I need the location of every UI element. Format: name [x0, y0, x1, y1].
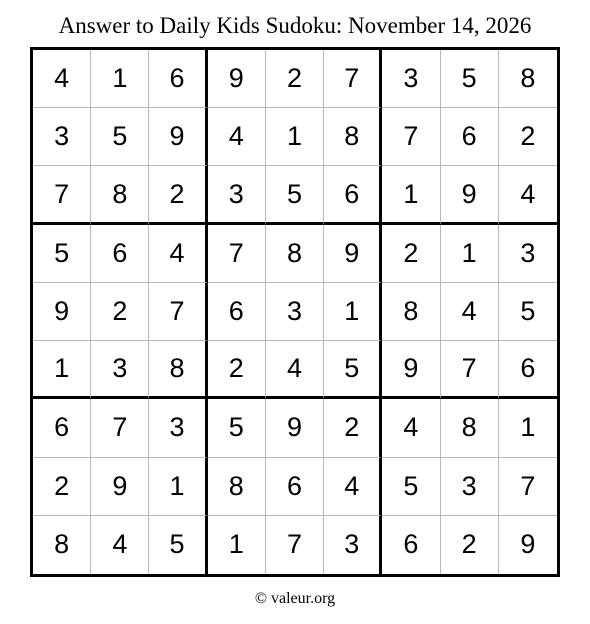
copyright-footer: © valeur.org — [254, 590, 336, 607]
sudoku-cell-r7c1: 6 — [33, 399, 91, 457]
sudoku-cell-r8c5: 6 — [266, 458, 324, 516]
sudoku-cell-r1c3: 6 — [149, 50, 207, 108]
sudoku-cell-r7c7: 4 — [382, 399, 440, 457]
sudoku-cell-r5c6: 1 — [324, 283, 382, 341]
sudoku-cell-r3c9: 4 — [499, 166, 557, 224]
sudoku-cell-r5c2: 2 — [91, 283, 149, 341]
sudoku-cell-r4c3: 4 — [149, 225, 207, 283]
sudoku-cell-r9c4: 1 — [208, 516, 266, 574]
sudoku-cell-r7c9: 1 — [499, 399, 557, 457]
sudoku-cell-r6c1: 1 — [33, 341, 91, 399]
sudoku-cell-r2c3: 9 — [149, 108, 207, 166]
sudoku-cell-r4c8: 1 — [441, 225, 499, 283]
sudoku-cell-r4c7: 2 — [382, 225, 440, 283]
sudoku-cell-r7c6: 2 — [324, 399, 382, 457]
sudoku-cell-r7c3: 3 — [149, 399, 207, 457]
sudoku-cell-r1c5: 2 — [266, 50, 324, 108]
sudoku-cell-r5c4: 6 — [208, 283, 266, 341]
sudoku-cell-r9c8: 2 — [441, 516, 499, 574]
sudoku-cell-r8c8: 3 — [441, 458, 499, 516]
sudoku-cell-r1c8: 5 — [441, 50, 499, 108]
sudoku-cell-r5c7: 8 — [382, 283, 440, 341]
sudoku-cell-r2c7: 7 — [382, 108, 440, 166]
sudoku-cell-r2c9: 2 — [499, 108, 557, 166]
sudoku-cell-r2c6: 8 — [324, 108, 382, 166]
sudoku-cell-r5c1: 9 — [33, 283, 91, 341]
sudoku-cell-r1c9: 8 — [499, 50, 557, 108]
sudoku-cell-r8c2: 9 — [91, 458, 149, 516]
sudoku-cell-r4c6: 9 — [324, 225, 382, 283]
sudoku-cell-r8c6: 4 — [324, 458, 382, 516]
sudoku-cell-r8c7: 5 — [382, 458, 440, 516]
sudoku-cell-r6c8: 7 — [441, 341, 499, 399]
sudoku-cell-r7c4: 5 — [208, 399, 266, 457]
sudoku-cell-r9c7: 6 — [382, 516, 440, 574]
sudoku-cell-r8c4: 8 — [208, 458, 266, 516]
sudoku-cell-r2c4: 4 — [208, 108, 266, 166]
sudoku-cell-r1c6: 7 — [324, 50, 382, 108]
sudoku-cell-r9c1: 8 — [33, 516, 91, 574]
sudoku-cell-r4c9: 3 — [499, 225, 557, 283]
sudoku-cell-r9c9: 9 — [520, 529, 536, 560]
sudoku-cell-r3c5: 5 — [266, 166, 324, 224]
sudoku-cell-r9c3: 5 — [149, 516, 207, 574]
sudoku-cell-r5c3: 7 — [149, 283, 207, 341]
sudoku-cell-r6c5: 4 — [266, 341, 324, 399]
sudoku-cell-r3c1: 7 — [33, 166, 91, 224]
sudoku-cell-r7c8: 8 — [441, 399, 499, 457]
sudoku-cell-r3c3: 2 — [149, 166, 207, 224]
sudoku-cell-r7c5: 9 — [266, 399, 324, 457]
sudoku-cell-r3c4: 3 — [208, 166, 266, 224]
page-title: Answer to Daily Kids Sudoku: November 14, 2026 — [58, 13, 532, 38]
sudoku-cell-r3c8: 9 — [441, 166, 499, 224]
sudoku-cell-r9c5: 7 — [266, 516, 324, 574]
sudoku-cell-r6c9: 6 — [499, 341, 557, 399]
sudoku-cell-r6c4: 2 — [208, 341, 266, 399]
sudoku-cell-r6c3: 8 — [149, 341, 207, 399]
sudoku-cell-r8c1: 2 — [33, 458, 91, 516]
sudoku-cell-r1c1: 4 — [33, 50, 91, 108]
sudoku-cell-r7c2: 7 — [91, 399, 149, 457]
sudoku-cell-r8c9: 7 — [499, 458, 557, 516]
sudoku-cell-r5c9: 5 — [499, 283, 557, 341]
sudoku-cell-r1c4: 9 — [208, 50, 266, 108]
sudoku-cell-r4c4: 7 — [208, 225, 266, 283]
sudoku-cell-r6c7: 9 — [382, 341, 440, 399]
sudoku-cell-r4c5: 8 — [266, 225, 324, 283]
sudoku-cell-r2c5: 1 — [266, 108, 324, 166]
sudoku-cell-r1c7: 3 — [382, 50, 440, 108]
sudoku-cell-r3c7: 1 — [382, 166, 440, 224]
sudoku-cell-r3c2: 8 — [91, 166, 149, 224]
sudoku-cell-r3c6: 6 — [324, 166, 382, 224]
sudoku-board — [30, 47, 560, 577]
sudoku-cell-r5c5: 3 — [266, 283, 324, 341]
sudoku-cell-r4c2: 6 — [91, 225, 149, 283]
sudoku-cell-r4c1: 5 — [33, 225, 91, 283]
sudoku-cell-r9c6: 3 — [324, 516, 382, 574]
sudoku-cell-r6c6: 5 — [324, 341, 382, 399]
sudoku-cell-r6c2: 3 — [91, 341, 149, 399]
sudoku-cell-r2c2: 5 — [91, 108, 149, 166]
sudoku-cell-r1c2: 1 — [91, 50, 149, 108]
sudoku-cell-r5c8: 4 — [441, 283, 499, 341]
sudoku-cell-r9c2: 4 — [91, 516, 149, 574]
sudoku-cell-r2c8: 6 — [441, 108, 499, 166]
sudoku-cell-r8c3: 1 — [149, 458, 207, 516]
sudoku-cell-r2c1: 3 — [33, 108, 91, 166]
